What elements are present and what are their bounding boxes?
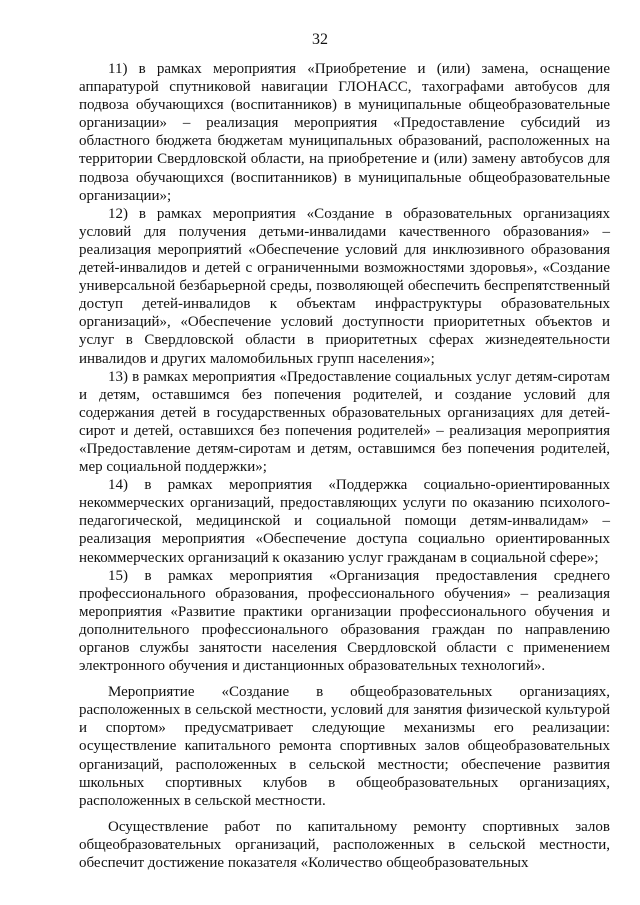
paragraph-item-13: 13) в рамках мероприятия «Предоставление социальных услуг детям-сиротам и детям, оставшимся без попечения родителей, и создание условий для содержания детей в государственных образовательных организациях для детей-сирот и детей, оставшихся без попечения родителей» – реализация мероприятия «Предоставление детям-сиротам и детям, оставшимся без попечения родителей, мер социальной поддержки»; xyxy=(79,368,610,476)
paragraph-sports-halls-repair: Осуществление работ по капитальному ремонту спортивных залов общеобразовательных организаций, расположенных в сельской местности, обеспечит достижение показателя «Количество общеобразовательных xyxy=(79,818,610,872)
paragraph-item-15: 15) в рамках мероприятия «Организация предоставления среднего профессионального образования, профессионального обучения» – реализация мероприятия «Развитие практики организации профессионального обучения и дополнительного профессионального образования граждан по направлению органов службы занятости населения Свердловской области с применением электронного обучения и дистанционных образовательных технологий». xyxy=(79,567,610,675)
paragraph-item-11: 11) в рамках мероприятия «Приобретение и (или) замена, оснащение аппаратурой спутниковой навигации ГЛОНАСС, тахографами автобусов для подвоза обучающихся (воспитанников) в муниципальные общеобразовательные организации» – реализация мероприятия «Предоставление субсидий из областного бюджета бюджетам муниципальных образований, расположенных на территории Свердловской области, на приобретение и (или) замену автобусов для подвоза обучающихся (воспитанников) в муниципальные общеобразовательные организации»; xyxy=(79,61,610,204)
paragraph-item-12: 12) в рамках мероприятия «Создание в образовательных организациях условий для получения детьми-инвалидами качественного образования» – реализация мероприятий «Обеспечение условий для инклюзивного образования детей-инвалидов и детей с ограниченными возможностями здоровья», «Создание универсальной безбарьерной среды, позволяющей обеспечить беспрепятственный доступ детей-инвалидов к объектам инфраструктуры образовательных организаций», «Обеспечение условий доступности приоритетных объектов и услуг в Свердловской области в приоритетных сферах жизнедеятельности инвалидов и других маломобильных групп населения»; xyxy=(79,205,610,367)
paragraph-rural-sports-measure: Мероприятие «Создание в общеобразовательных организациях, расположенных в сельской местности, условий для занятия физической культурой и спортом» предусматривает следующие механизмы его реализации: осуществление капитального ремонта спортивных залов общеобразовательных организаций, расположенных в сельской местности; обеспечение развития школьных спортивных клубов в общеобразовательных организациях, расположенных в сельской местности. xyxy=(79,684,610,809)
page-number: 32 xyxy=(312,31,328,48)
document-body xyxy=(79,60,610,872)
paragraph-item-14: 14) в рамках мероприятия «Поддержка социально-ориентированных некоммерческих организаций, предоставляющих услуги по оказанию психолого-педагогической, медицинской и социальной помощи детям-инвалидам» – реализация мероприятия «Обеспечение доступа социально ориентированных некоммерческих организаций к оказанию услуг гражданам в социальной сфере»; xyxy=(79,477,610,566)
